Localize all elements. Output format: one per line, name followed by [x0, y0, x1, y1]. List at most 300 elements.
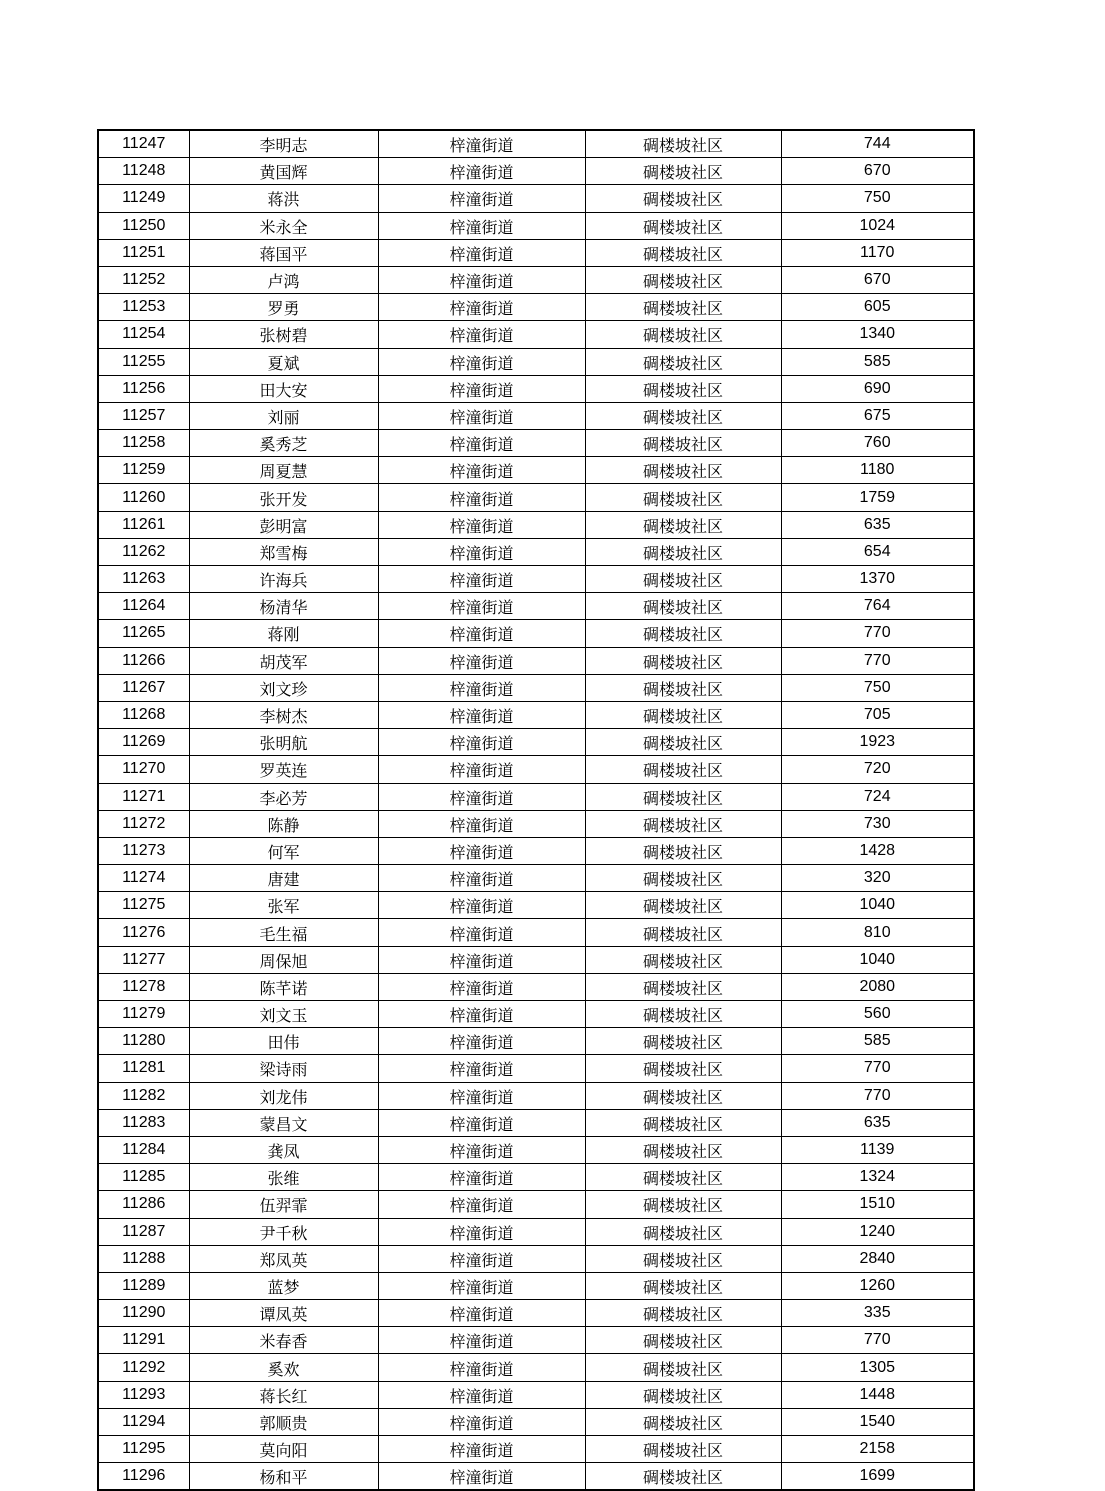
cell-street: 梓潼街道 [378, 1300, 585, 1327]
cell-name: 米春香 [189, 1327, 378, 1354]
cell-id: 11256 [98, 375, 189, 402]
cell-community: 碉楼坡社区 [585, 1082, 781, 1109]
cell-id: 11286 [98, 1191, 189, 1218]
cell-id: 11261 [98, 511, 189, 538]
cell-amount: 750 [781, 674, 974, 701]
cell-street: 梓潼街道 [378, 1136, 585, 1163]
cell-amount: 1024 [781, 212, 974, 239]
cell-id: 11278 [98, 973, 189, 1000]
cell-street: 梓潼街道 [378, 294, 585, 321]
cell-name: 黄国辉 [189, 158, 378, 185]
cell-street: 梓潼街道 [378, 430, 585, 457]
cell-name: 许海兵 [189, 566, 378, 593]
cell-community: 碉楼坡社区 [585, 810, 781, 837]
cell-community: 碉楼坡社区 [585, 1327, 781, 1354]
cell-id: 11295 [98, 1436, 189, 1463]
table-row [98, 1055, 974, 1082]
cell-amount: 335 [781, 1300, 974, 1327]
cell-amount: 764 [781, 593, 974, 620]
cell-id: 11259 [98, 457, 189, 484]
cell-name: 张树碧 [189, 321, 378, 348]
cell-street: 梓潼街道 [378, 1191, 585, 1218]
cell-id: 11255 [98, 348, 189, 375]
cell-name: 陈芊诺 [189, 973, 378, 1000]
cell-id: 11284 [98, 1136, 189, 1163]
cell-name: 张军 [189, 892, 378, 919]
cell-name: 毛生福 [189, 919, 378, 946]
cell-community: 碉楼坡社区 [585, 1218, 781, 1245]
cell-community: 碉楼坡社区 [585, 729, 781, 756]
cell-id: 11252 [98, 266, 189, 293]
cell-name: 蒙昌文 [189, 1109, 378, 1136]
cell-amount: 770 [781, 620, 974, 647]
cell-id: 11264 [98, 593, 189, 620]
cell-id: 11270 [98, 756, 189, 783]
cell-community: 碉楼坡社区 [585, 1055, 781, 1082]
cell-name: 蒋洪 [189, 185, 378, 212]
cell-community: 碉楼坡社区 [585, 865, 781, 892]
cell-amount: 1759 [781, 484, 974, 511]
cell-community: 碉楼坡社区 [585, 212, 781, 239]
cell-name: 蒋长红 [189, 1381, 378, 1408]
cell-community: 碉楼坡社区 [585, 837, 781, 864]
table-row [98, 511, 974, 538]
cell-community: 碉楼坡社区 [585, 130, 781, 158]
cell-street: 梓潼街道 [378, 1001, 585, 1028]
table-row [98, 130, 974, 158]
cell-community: 碉楼坡社区 [585, 756, 781, 783]
cell-street: 梓潼街道 [378, 1354, 585, 1381]
cell-name: 张开发 [189, 484, 378, 511]
cell-id: 11293 [98, 1381, 189, 1408]
table-row [98, 892, 974, 919]
cell-street: 梓潼街道 [378, 946, 585, 973]
cell-street: 梓潼街道 [378, 892, 585, 919]
cell-street: 梓潼街道 [378, 647, 585, 674]
table-row [98, 484, 974, 511]
cell-id: 11296 [98, 1463, 189, 1491]
cell-amount: 1540 [781, 1408, 974, 1435]
table-row [98, 538, 974, 565]
cell-amount: 760 [781, 430, 974, 457]
cell-name: 谭凤英 [189, 1300, 378, 1327]
cell-street: 梓潼街道 [378, 1218, 585, 1245]
cell-id: 11247 [98, 130, 189, 158]
cell-name: 夏斌 [189, 348, 378, 375]
cell-amount: 1324 [781, 1164, 974, 1191]
cell-street: 梓潼街道 [378, 321, 585, 348]
cell-id: 11292 [98, 1354, 189, 1381]
cell-name: 罗勇 [189, 294, 378, 321]
table-row [98, 1436, 974, 1463]
cell-id: 11249 [98, 185, 189, 212]
cell-name: 伍羿霏 [189, 1191, 378, 1218]
cell-name: 陈静 [189, 810, 378, 837]
cell-id: 11285 [98, 1164, 189, 1191]
cell-community: 碉楼坡社区 [585, 457, 781, 484]
cell-amount: 744 [781, 130, 974, 158]
table-row [98, 266, 974, 293]
cell-street: 梓潼街道 [378, 538, 585, 565]
table-row [98, 1028, 974, 1055]
cell-name: 田大安 [189, 375, 378, 402]
cell-amount: 1448 [781, 1381, 974, 1408]
cell-name: 李树杰 [189, 701, 378, 728]
cell-street: 梓潼街道 [378, 1028, 585, 1055]
cell-name: 梁诗雨 [189, 1055, 378, 1082]
cell-street: 梓潼街道 [378, 701, 585, 728]
cell-community: 碉楼坡社区 [585, 158, 781, 185]
cell-street: 梓潼街道 [378, 1463, 585, 1491]
cell-amount: 320 [781, 865, 974, 892]
cell-id: 11262 [98, 538, 189, 565]
cell-community: 碉楼坡社区 [585, 1272, 781, 1299]
cell-street: 梓潼街道 [378, 185, 585, 212]
cell-amount: 654 [781, 538, 974, 565]
cell-id: 11294 [98, 1408, 189, 1435]
cell-amount: 1699 [781, 1463, 974, 1491]
cell-name: 罗英连 [189, 756, 378, 783]
table-row [98, 1245, 974, 1272]
cell-name: 唐建 [189, 865, 378, 892]
cell-amount: 1040 [781, 946, 974, 973]
cell-community: 碉楼坡社区 [585, 1136, 781, 1163]
cell-community: 碉楼坡社区 [585, 1028, 781, 1055]
table-row [98, 430, 974, 457]
cell-street: 梓潼街道 [378, 1408, 585, 1435]
cell-street: 梓潼街道 [378, 1109, 585, 1136]
cell-name: 田伟 [189, 1028, 378, 1055]
cell-amount: 724 [781, 783, 974, 810]
cell-amount: 770 [781, 1327, 974, 1354]
cell-street: 梓潼街道 [378, 1327, 585, 1354]
cell-amount: 770 [781, 1082, 974, 1109]
cell-street: 梓潼街道 [378, 566, 585, 593]
cell-name: 刘文珍 [189, 674, 378, 701]
table-row [98, 810, 974, 837]
cell-street: 梓潼街道 [378, 457, 585, 484]
cell-id: 11265 [98, 620, 189, 647]
table-row [98, 620, 974, 647]
cell-amount: 1170 [781, 239, 974, 266]
cell-community: 碉楼坡社区 [585, 783, 781, 810]
cell-id: 11269 [98, 729, 189, 756]
cell-id: 11266 [98, 647, 189, 674]
cell-street: 梓潼街道 [378, 620, 585, 647]
table-row [98, 1381, 974, 1408]
cell-id: 11257 [98, 402, 189, 429]
cell-id: 11291 [98, 1327, 189, 1354]
cell-community: 碉楼坡社区 [585, 1109, 781, 1136]
table-row [98, 837, 974, 864]
cell-name: 郑雪梅 [189, 538, 378, 565]
cell-street: 梓潼街道 [378, 1055, 585, 1082]
table-row [98, 1001, 974, 1028]
cell-street: 梓潼街道 [378, 348, 585, 375]
table-row [98, 1408, 974, 1435]
cell-amount: 675 [781, 402, 974, 429]
cell-street: 梓潼街道 [378, 865, 585, 892]
cell-id: 11251 [98, 239, 189, 266]
cell-id: 11253 [98, 294, 189, 321]
cell-name: 杨清华 [189, 593, 378, 620]
cell-community: 碉楼坡社区 [585, 1245, 781, 1272]
cell-id: 11277 [98, 946, 189, 973]
cell-community: 碉楼坡社区 [585, 1463, 781, 1491]
table-row [98, 158, 974, 185]
cell-amount: 670 [781, 266, 974, 293]
cell-amount: 1040 [781, 892, 974, 919]
cell-amount: 690 [781, 375, 974, 402]
cell-street: 梓潼街道 [378, 1164, 585, 1191]
table-row [98, 1109, 974, 1136]
cell-amount: 770 [781, 647, 974, 674]
cell-name: 刘龙伟 [189, 1082, 378, 1109]
cell-street: 梓潼街道 [378, 402, 585, 429]
cell-amount: 1139 [781, 1136, 974, 1163]
cell-id: 11280 [98, 1028, 189, 1055]
table-row [98, 402, 974, 429]
cell-name: 张维 [189, 1164, 378, 1191]
cell-id: 11254 [98, 321, 189, 348]
cell-name: 杨和平 [189, 1463, 378, 1491]
cell-amount: 730 [781, 810, 974, 837]
table-row [98, 212, 974, 239]
cell-street: 梓潼街道 [378, 375, 585, 402]
table-row [98, 946, 974, 973]
cell-community: 碉楼坡社区 [585, 1354, 781, 1381]
table-row [98, 321, 974, 348]
cell-amount: 560 [781, 1001, 974, 1028]
cell-amount: 1340 [781, 321, 974, 348]
cell-id: 11279 [98, 1001, 189, 1028]
cell-street: 梓潼街道 [378, 756, 585, 783]
table-row [98, 1136, 974, 1163]
cell-community: 碉楼坡社区 [585, 348, 781, 375]
cell-community: 碉楼坡社区 [585, 430, 781, 457]
cell-street: 梓潼街道 [378, 837, 585, 864]
cell-amount: 2158 [781, 1436, 974, 1463]
cell-community: 碉楼坡社区 [585, 538, 781, 565]
cell-amount: 2080 [781, 973, 974, 1000]
cell-street: 梓潼街道 [378, 1082, 585, 1109]
cell-amount: 670 [781, 158, 974, 185]
table-row [98, 1191, 974, 1218]
table-row [98, 566, 974, 593]
table-row [98, 1463, 974, 1491]
cell-community: 碉楼坡社区 [585, 1381, 781, 1408]
table-row [98, 701, 974, 728]
cell-id: 11274 [98, 865, 189, 892]
table-row [98, 729, 974, 756]
cell-name: 周夏慧 [189, 457, 378, 484]
cell-name: 蓝梦 [189, 1272, 378, 1299]
cell-community: 碉楼坡社区 [585, 647, 781, 674]
cell-street: 梓潼街道 [378, 674, 585, 701]
cell-community: 碉楼坡社区 [585, 294, 781, 321]
cell-id: 11268 [98, 701, 189, 728]
cell-amount: 810 [781, 919, 974, 946]
cell-name: 胡茂军 [189, 647, 378, 674]
cell-id: 11281 [98, 1055, 189, 1082]
cell-name: 龚凤 [189, 1136, 378, 1163]
cell-id: 11290 [98, 1300, 189, 1327]
cell-name: 莫向阳 [189, 1436, 378, 1463]
cell-id: 11263 [98, 566, 189, 593]
cell-amount: 750 [781, 185, 974, 212]
cell-community: 碉楼坡社区 [585, 375, 781, 402]
cell-street: 梓潼街道 [378, 1381, 585, 1408]
cell-amount: 1305 [781, 1354, 974, 1381]
cell-id: 11248 [98, 158, 189, 185]
cell-name: 郑凤英 [189, 1245, 378, 1272]
cell-street: 梓潼街道 [378, 1272, 585, 1299]
table-row [98, 348, 974, 375]
cell-community: 碉楼坡社区 [585, 1191, 781, 1218]
cell-name: 刘文玉 [189, 1001, 378, 1028]
cell-name: 刘丽 [189, 402, 378, 429]
cell-community: 碉楼坡社区 [585, 620, 781, 647]
cell-community: 碉楼坡社区 [585, 892, 781, 919]
cell-name: 张明航 [189, 729, 378, 756]
table-row [98, 593, 974, 620]
table-row [98, 239, 974, 266]
table-row [98, 1272, 974, 1299]
cell-community: 碉楼坡社区 [585, 946, 781, 973]
table-row [98, 756, 974, 783]
cell-id: 11282 [98, 1082, 189, 1109]
cell-community: 碉楼坡社区 [585, 484, 781, 511]
table-row [98, 1327, 974, 1354]
cell-community: 碉楼坡社区 [585, 511, 781, 538]
table-row [98, 783, 974, 810]
table-row [98, 457, 974, 484]
cell-community: 碉楼坡社区 [585, 566, 781, 593]
cell-name: 何军 [189, 837, 378, 864]
cell-name: 奚秀芝 [189, 430, 378, 457]
cell-street: 梓潼街道 [378, 783, 585, 810]
cell-community: 碉楼坡社区 [585, 1408, 781, 1435]
cell-id: 11267 [98, 674, 189, 701]
cell-id: 11275 [98, 892, 189, 919]
cell-amount: 770 [781, 1055, 974, 1082]
cell-name: 奚欢 [189, 1354, 378, 1381]
table-row [98, 1354, 974, 1381]
cell-community: 碉楼坡社区 [585, 919, 781, 946]
data-table [97, 129, 975, 1491]
cell-street: 梓潼街道 [378, 130, 585, 158]
cell-community: 碉楼坡社区 [585, 1001, 781, 1028]
cell-id: 11289 [98, 1272, 189, 1299]
cell-name: 蒋国平 [189, 239, 378, 266]
cell-name: 米永全 [189, 212, 378, 239]
cell-community: 碉楼坡社区 [585, 1436, 781, 1463]
cell-amount: 635 [781, 1109, 974, 1136]
cell-id: 11260 [98, 484, 189, 511]
cell-street: 梓潼街道 [378, 919, 585, 946]
cell-amount: 605 [781, 294, 974, 321]
cell-street: 梓潼街道 [378, 266, 585, 293]
cell-amount: 1180 [781, 457, 974, 484]
cell-community: 碉楼坡社区 [585, 239, 781, 266]
cell-street: 梓潼街道 [378, 810, 585, 837]
cell-id: 11272 [98, 810, 189, 837]
cell-name: 彭明富 [189, 511, 378, 538]
cell-community: 碉楼坡社区 [585, 402, 781, 429]
cell-id: 11287 [98, 1218, 189, 1245]
cell-id: 11276 [98, 919, 189, 946]
cell-name: 李明志 [189, 130, 378, 158]
table-row [98, 294, 974, 321]
cell-amount: 585 [781, 1028, 974, 1055]
table-row [98, 647, 974, 674]
cell-street: 梓潼街道 [378, 1436, 585, 1463]
cell-community: 碉楼坡社区 [585, 701, 781, 728]
cell-community: 碉楼坡社区 [585, 1300, 781, 1327]
cell-name: 尹千秋 [189, 1218, 378, 1245]
table-body [98, 130, 974, 1490]
cell-amount: 1428 [781, 837, 974, 864]
table-row [98, 1300, 974, 1327]
cell-id: 11288 [98, 1245, 189, 1272]
table-row [98, 1082, 974, 1109]
cell-community: 碉楼坡社区 [585, 321, 781, 348]
table-row [98, 185, 974, 212]
cell-community: 碉楼坡社区 [585, 1164, 781, 1191]
cell-id: 11250 [98, 212, 189, 239]
cell-street: 梓潼街道 [378, 511, 585, 538]
cell-amount: 635 [781, 511, 974, 538]
cell-community: 碉楼坡社区 [585, 674, 781, 701]
table-row [98, 674, 974, 701]
table-row [98, 919, 974, 946]
cell-street: 梓潼街道 [378, 484, 585, 511]
cell-amount: 585 [781, 348, 974, 375]
table-row [98, 375, 974, 402]
table-row [98, 1218, 974, 1245]
cell-amount: 1370 [781, 566, 974, 593]
table-row [98, 1164, 974, 1191]
cell-street: 梓潼街道 [378, 239, 585, 266]
cell-amount: 1510 [781, 1191, 974, 1218]
cell-id: 11258 [98, 430, 189, 457]
cell-id: 11271 [98, 783, 189, 810]
cell-amount: 705 [781, 701, 974, 728]
cell-amount: 720 [781, 756, 974, 783]
cell-id: 11283 [98, 1109, 189, 1136]
cell-community: 碉楼坡社区 [585, 593, 781, 620]
cell-id: 11273 [98, 837, 189, 864]
table-row [98, 973, 974, 1000]
cell-name: 郭顺贵 [189, 1408, 378, 1435]
cell-name: 李必芳 [189, 783, 378, 810]
cell-amount: 1260 [781, 1272, 974, 1299]
cell-amount: 1240 [781, 1218, 974, 1245]
cell-amount: 1923 [781, 729, 974, 756]
cell-name: 蒋刚 [189, 620, 378, 647]
cell-street: 梓潼街道 [378, 212, 585, 239]
cell-amount: 2840 [781, 1245, 974, 1272]
table-row [98, 865, 974, 892]
cell-street: 梓潼街道 [378, 729, 585, 756]
cell-name: 周保旭 [189, 946, 378, 973]
cell-street: 梓潼街道 [378, 593, 585, 620]
cell-street: 梓潼街道 [378, 1245, 585, 1272]
cell-community: 碉楼坡社区 [585, 266, 781, 293]
cell-street: 梓潼街道 [378, 158, 585, 185]
cell-street: 梓潼街道 [378, 973, 585, 1000]
cell-community: 碉楼坡社区 [585, 185, 781, 212]
